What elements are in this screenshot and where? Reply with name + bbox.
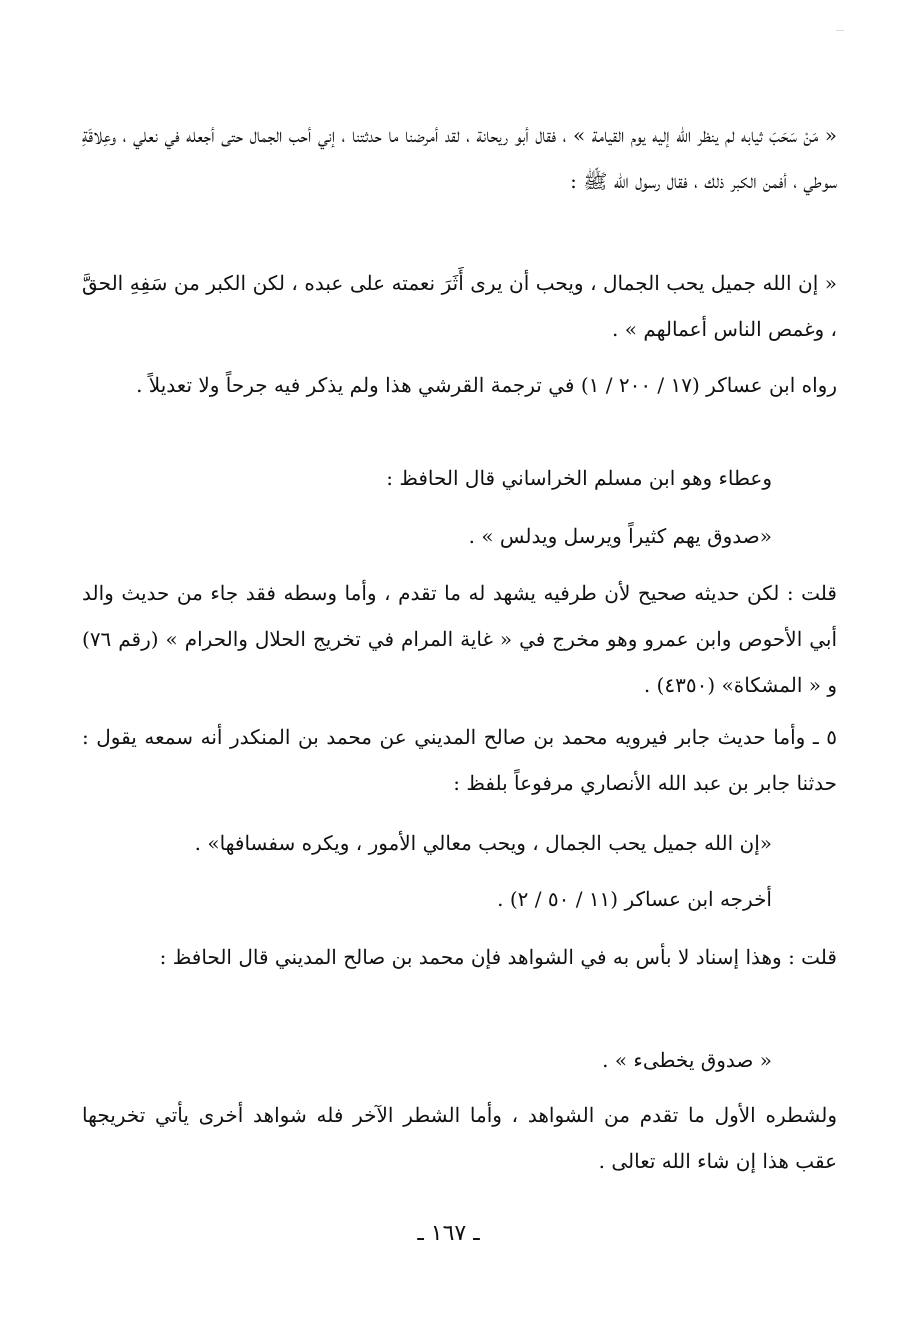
paragraph-ata-narrator: وعطاء وهو ابن مسلم الخراساني قال الحافظ :: [386, 466, 772, 490]
paragraph-ibn-asakir-source: أخرجه ابن عساكر (١١ / ٥٠ / ٢) .: [497, 887, 772, 911]
paragraph-jabir-hadith: ٥ ـ وأما حديث جابر فيرويه محمد بن صالح المديني عن محمد بن المنكدر أنه سمعه يقول : حدثنا جابر بن عبد الله الأنصاري مرفوعاً بلفظ :: [82, 725, 837, 795]
paragraph-hadith-narrative: « مَنْ سَحَبَ ثيابه لم ينظر الله إليه يوم القيامة » ، فقال أبو ريحانة ، لقد أمرضنا ما حدثتنا ، إني أحب الجمال حتى أجعله في نعلي ، وعِلاقَةِ سوطي ، أفمن الكبر ذلك ، فقال رسول الله ﷺ :: [82, 123, 837, 193]
paragraph-saduq-quote: « صدوق يخطىء » .: [602, 1048, 772, 1072]
scan-speck: [836, 30, 844, 31]
paragraph-hadith-text: « إن الله جميل يحب الجمال ، ويحب أن يرى أَثَرَ نعمته على عبده ، لكن الكبر من سَفِهِ الحقَّ ، وغمص الناس أعمالهم » .: [82, 271, 837, 341]
paragraph-commentary: قلت : لكن حديثه صحيح لأن طرفيه يشهد له ما تقدم ، وأما وسطه فقد جاء من حديث والد أبي الأحوص وابن عمرو وهو مخرج في « غاية المرام في تخريج الحلال والحرام » (رقم ٧٦) و « المشكاة» (٤٣٥٠) .: [82, 581, 837, 697]
page-number: ـ ١٦٧ ـ: [417, 1221, 480, 1246]
paragraph-ibn-asakir-note: رواه ابن عساكر (١٧ / ٢٠٠ / ١) في ترجمة القرشي هذا ولم يذكر فيه جرحاً ولا تعديلاً .: [136, 373, 837, 397]
paragraph-jabir-text: «إن الله جميل يحب الجمال ، ويحب معالي الأمور ، ويكره سفسافها» .: [194, 831, 772, 855]
paragraph-hafiz-quote: «صدوق يهم كثيراً ويرسل ويدلس » .: [468, 524, 772, 548]
paragraph-isnad-assessment: قلت : وهذا إسناد لا بأس به في الشواهد فإن محمد بن صالح المديني قال الحافظ :: [159, 945, 837, 969]
paragraph-closing: ولشطره الأول ما تقدم من الشواهد ، وأما الشطر الآخر فله شواهد أخرى يأتي تخريجها عقب هذا إن شاء الله تعالى .: [82, 1103, 837, 1173]
